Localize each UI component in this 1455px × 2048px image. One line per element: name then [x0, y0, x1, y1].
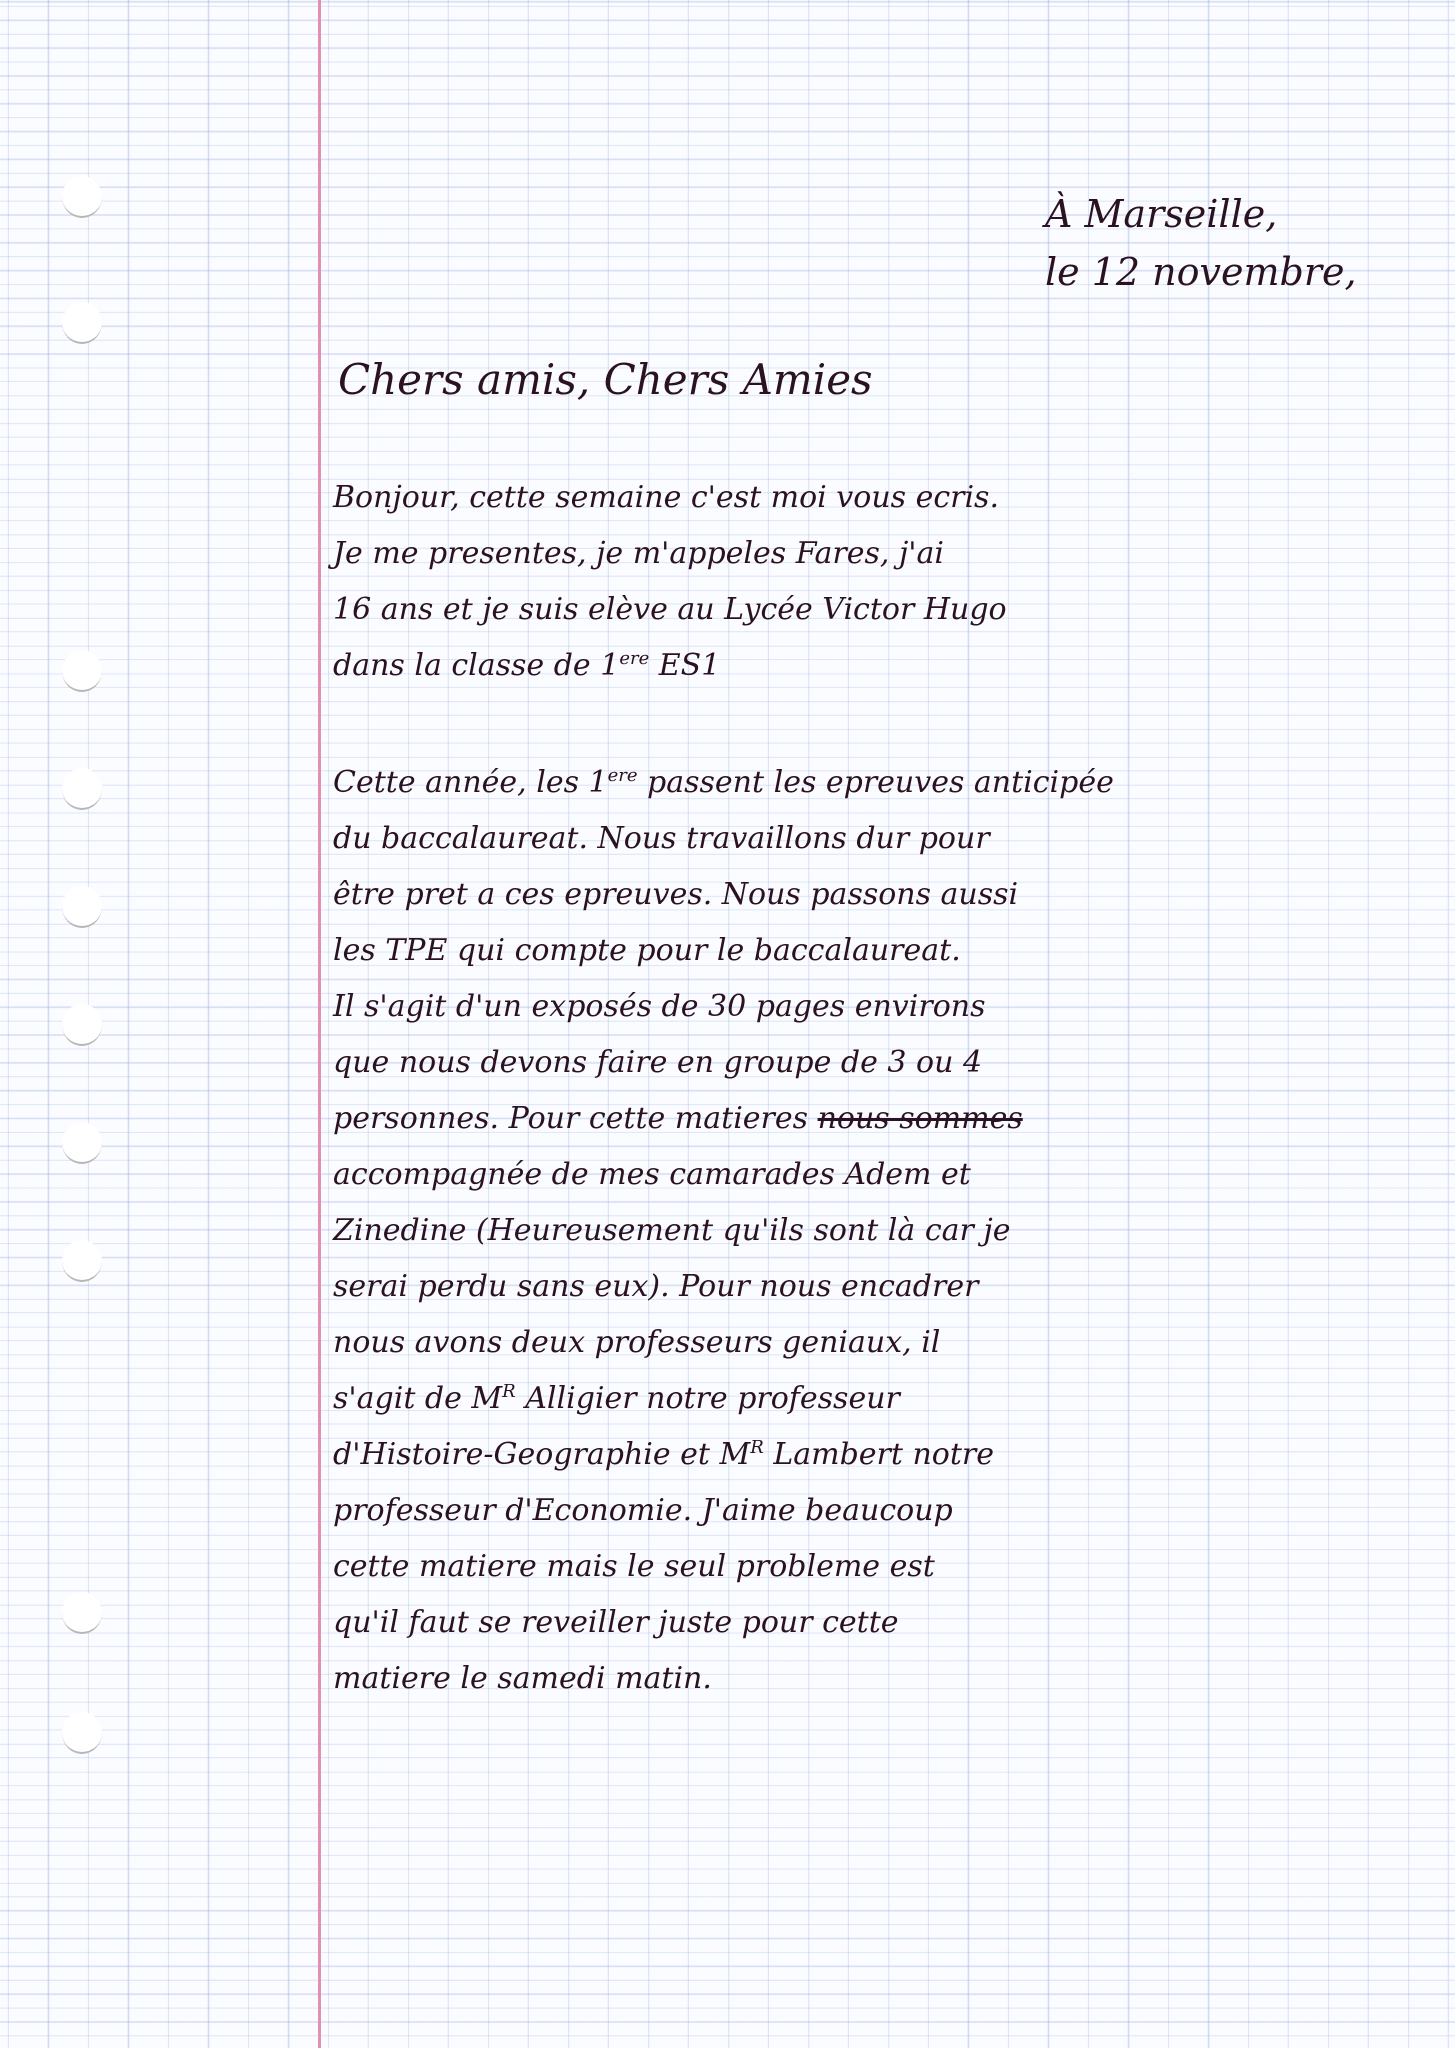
- text-line: du baccalaureat. Nous travaillons dur pour: [333, 821, 990, 856]
- margin-line: [318, 0, 321, 2048]
- punch-hole: [62, 1240, 102, 1282]
- text-line: matiere le samedi matin.: [333, 1661, 712, 1696]
- paragraph-school-life: [333, 755, 1114, 1707]
- struck-text: nous sommes: [817, 1101, 1023, 1136]
- text-line: nous avons deux professeurs geniaux, il: [333, 1325, 941, 1360]
- punch-hole: [62, 1004, 102, 1046]
- text-line: d'Histoire-Geographie et $M^R$ Lambert notre: [333, 1437, 995, 1472]
- text-line: Bonjour, cette semaine c'est moi vous ecris.: [333, 480, 999, 515]
- letter-header: [1045, 185, 1357, 301]
- text-line: Zinedine (Heureusement qu'ils sont là car je: [333, 1213, 1011, 1248]
- punch-hole: [62, 650, 102, 692]
- punch-hole: [62, 1122, 102, 1164]
- text-line: Cette année, les 1ere passent les epreuves anticipée: [333, 765, 1114, 800]
- punch-hole: [62, 1712, 102, 1754]
- superscript: ere: [607, 765, 638, 786]
- text-line: 16 ans et je suis elève au Lycée Victor Hugo: [333, 592, 1007, 627]
- text-line: qu'il faut se reveiller juste pour cette: [333, 1605, 899, 1640]
- punch-hole: [62, 1592, 102, 1634]
- text-line: Il s'agit d'un exposés de 30 pages environs: [333, 989, 986, 1024]
- text-line: s'agit de $M^R$ Alligier notre professeur: [333, 1381, 900, 1416]
- superscript: R: [502, 1381, 516, 1402]
- text-line: professeur d'Economie. J'aime beaucoup: [333, 1493, 953, 1528]
- punch-hole: [62, 176, 102, 218]
- punch-hole: [62, 768, 102, 810]
- text-line: Je me presentes, je m'appeles Fares, j'ai: [333, 536, 944, 571]
- text-line: serai perdu sans eux). Pour nous encadrer: [333, 1269, 979, 1304]
- text-line: cette matiere mais le seul probleme est: [333, 1549, 935, 1584]
- text-line: personnes. Pour cette matieres nous sommes: [333, 1101, 1023, 1136]
- paragraph-introduction: [333, 470, 1007, 694]
- letter-date: le 12 novembre,: [1045, 250, 1357, 294]
- superscript: ere: [619, 648, 650, 669]
- text-line: être pret a ces epreuves. Nous passons aussi: [333, 877, 1019, 912]
- superscript: R: [750, 1437, 764, 1458]
- letter-greeting: Chers amis, Chers Amies: [338, 355, 873, 404]
- letter-place: À Marseille,: [1045, 192, 1278, 236]
- punch-hole: [62, 302, 102, 344]
- text-line: accompagnée de mes camarades Adem et: [333, 1157, 971, 1192]
- text-line: dans la classe de 1ere ES1: [333, 648, 721, 683]
- punch-hole: [62, 886, 102, 928]
- text-line: les TPE qui compte pour le baccalaureat.: [333, 933, 961, 968]
- text-line: que nous devons faire en groupe de 3 ou 4: [333, 1045, 983, 1080]
